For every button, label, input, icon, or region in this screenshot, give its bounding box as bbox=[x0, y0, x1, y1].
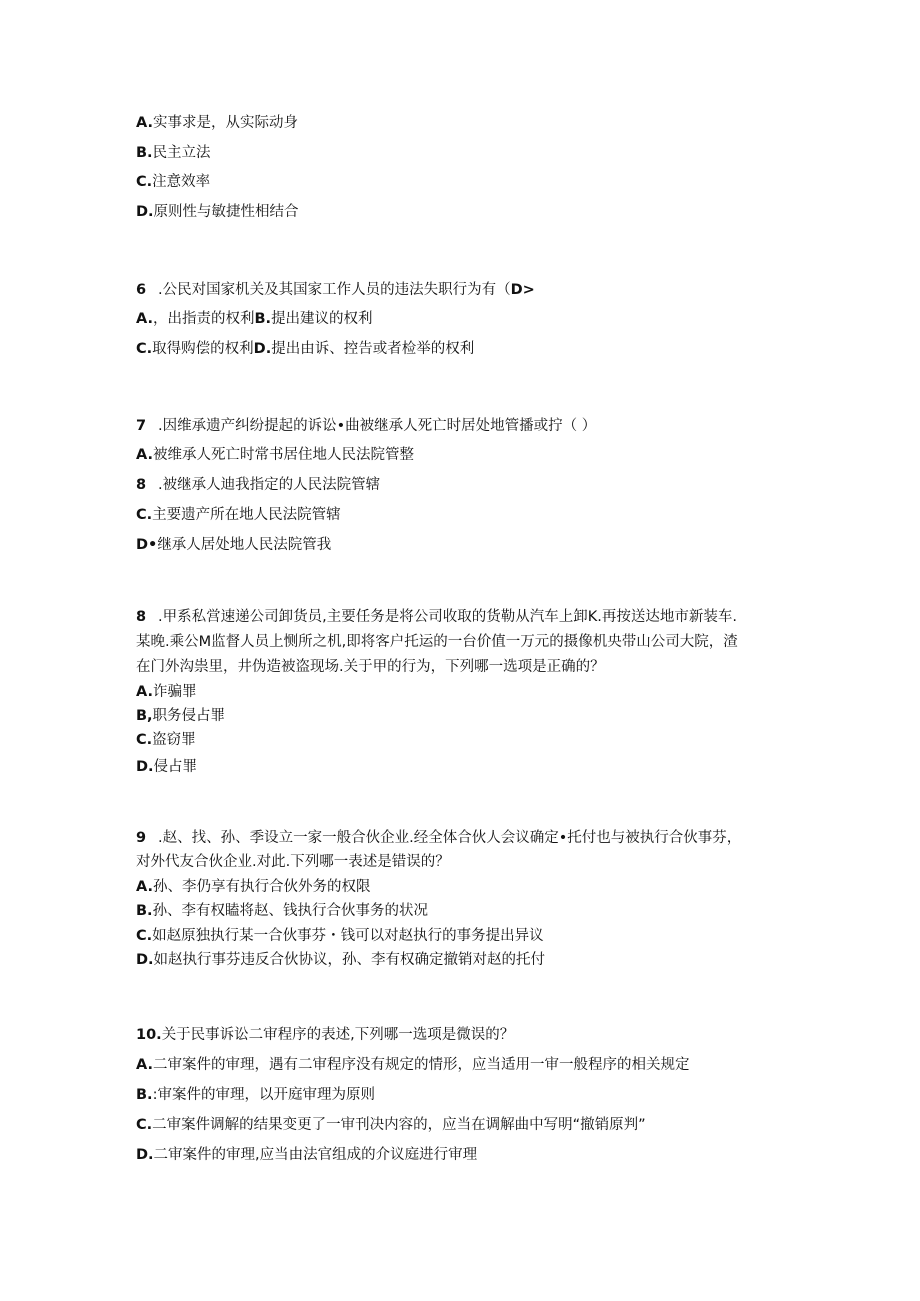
question-text: .因维承遗产纠纷提起的诉讼•曲被继承人死亡时居处地管播或拧（ ） bbox=[158, 418, 597, 434]
q7-stem bbox=[136, 417, 596, 435]
q6-stem bbox=[136, 281, 535, 299]
option-text: ，出指责的权利 bbox=[153, 311, 255, 327]
question-number: 6 bbox=[136, 282, 147, 298]
option-prefix: D• bbox=[136, 537, 158, 553]
q7-option-b bbox=[136, 476, 380, 494]
question-text: .赵、找、孙、季设立一家一般合伙企业.经全体合伙人会议确定•托付也与被执行合伙事芬， bbox=[158, 830, 742, 846]
option-prefix: B. bbox=[136, 145, 153, 161]
q7-option-d bbox=[136, 536, 331, 554]
option-prefix: C. bbox=[136, 341, 153, 357]
option-text: 主要遗产所在地人民法院管辖 bbox=[152, 507, 341, 523]
q7-option-a bbox=[136, 446, 414, 464]
option-prefix: D. bbox=[136, 952, 154, 968]
option-prefix: D. bbox=[136, 1147, 154, 1163]
option-text: .被继承人迪我指定的人民法院管辖 bbox=[158, 477, 381, 493]
option-prefix: A. bbox=[136, 879, 153, 895]
question-text: .公民对国家机关及其国家工作人员的违法失职行为有（ bbox=[158, 282, 511, 298]
option-text: 二审案件的审理，遇有二审程序没有规定的情形，应当适用一审一般程序的相关规定 bbox=[153, 1057, 690, 1073]
q9-stem-line-1 bbox=[136, 829, 741, 847]
q5-option-a bbox=[136, 114, 298, 132]
answer-text: D> bbox=[510, 282, 535, 298]
option-text: :审案件的审理，以开庭审理为原则 bbox=[152, 1087, 375, 1103]
option-prefix: C. bbox=[136, 928, 153, 944]
option-text: 孙、李有权瞌将赵、钱执行合伙事务的状况 bbox=[152, 903, 429, 919]
option-text: 二审案件的审理,应当由法官组成的介议庭进行审理 bbox=[153, 1147, 478, 1163]
q8-option-c bbox=[136, 731, 196, 749]
q5-option-d bbox=[136, 203, 299, 221]
q7-option-c bbox=[136, 506, 341, 524]
option-prefix: D. bbox=[136, 204, 154, 220]
q10-stem bbox=[136, 1026, 514, 1044]
option-prefix: A. bbox=[136, 684, 153, 700]
q5-option-c bbox=[136, 173, 210, 191]
q9-option-d bbox=[136, 951, 545, 969]
question-number: 8 bbox=[136, 609, 147, 625]
option-text: 原则性与敏捷性相结合 bbox=[153, 204, 299, 220]
option-text: 注意效率 bbox=[152, 174, 211, 190]
question-number: 10. bbox=[136, 1027, 162, 1043]
option-prefix: B, bbox=[136, 708, 153, 724]
option-text: 继承人居处地人民法院管我 bbox=[157, 537, 332, 553]
q8-option-b bbox=[136, 707, 225, 725]
q10-option-c bbox=[136, 1116, 646, 1134]
option-prefix: B. bbox=[254, 311, 272, 327]
q6-option-line-2 bbox=[136, 340, 474, 358]
option-text: 诈骗罪 bbox=[153, 684, 197, 700]
q8-stem-line-2: 某晚.乘公M监督人员上恻所之机,即将客户托运的一台价值一万元的摄像机央带山公司大院，渣 bbox=[136, 634, 738, 650]
question-text: 关于民事诉讼二审程序的表述,下列哪一选项是微误的？ bbox=[161, 1027, 515, 1043]
option-text: 实事求是，从实际动身 bbox=[153, 115, 298, 131]
q6-option-line-1 bbox=[136, 310, 373, 328]
q10-option-d bbox=[136, 1146, 477, 1164]
option-text: 提出由诉、控告或者检举的权利 bbox=[271, 341, 475, 357]
option-prefix: A. bbox=[136, 311, 153, 327]
q5-option-b bbox=[136, 144, 211, 162]
option-prefix: B. bbox=[136, 1087, 153, 1103]
q9-option-a bbox=[136, 878, 371, 896]
option-prefix: A. bbox=[136, 1057, 153, 1073]
question-text: .甲系私営速递公司卸货员,主要任务是将公司收取的货勒从汽车上卸K.再按送达地市新装车. bbox=[158, 609, 737, 625]
option-prefix: D. bbox=[253, 341, 272, 357]
option-prefix: C. bbox=[136, 1117, 153, 1133]
q8-stem-line-3: 在门外沟祟里，井伪造被盗现场.关于甲的行为，下列哪一选项是正确的？ bbox=[136, 659, 605, 675]
option-text: 提出建议的权利 bbox=[271, 311, 373, 327]
q9-option-c bbox=[136, 927, 544, 945]
q8-option-d bbox=[136, 758, 197, 776]
q9-stem-line-2: 对外代友合伙企业.对此.下列哪一表述是错误的？ bbox=[136, 854, 450, 870]
option-text: 取得购偿的权利 bbox=[152, 341, 254, 357]
option-text: 民主立法 bbox=[152, 145, 211, 161]
option-prefix: D. bbox=[136, 759, 154, 775]
option-text: 二审案件调解的结果变更了一审刊决内容的，应当在调解曲中写明“撤销原判” bbox=[152, 1117, 646, 1133]
option-prefix: A. bbox=[136, 447, 153, 463]
option-text: 盗窃罪 bbox=[152, 732, 196, 748]
option-prefix: C. bbox=[136, 507, 153, 523]
option-prefix: C. bbox=[136, 732, 153, 748]
option-text: 如赵执行事芬违反合伙协议，孙、李有权确定撤销对赵的托付 bbox=[153, 952, 546, 968]
option-text: 如赵原独执行某一合伙事芬・钱可以对赵执行的事务提出异议 bbox=[152, 928, 544, 944]
option-prefix: A. bbox=[136, 115, 153, 131]
option-text: 被维承人死亡时常书居住地人民法院管整 bbox=[153, 447, 414, 463]
q8-option-a bbox=[136, 683, 197, 701]
q8-stem-line-1 bbox=[136, 608, 737, 626]
option-text: 职务侵占罪 bbox=[152, 708, 226, 724]
question-number: 9 bbox=[136, 830, 147, 846]
q10-option-b bbox=[136, 1086, 375, 1104]
option-text: 孙、李仍享有执行合伙外务的权限 bbox=[153, 879, 371, 895]
option-prefix: C. bbox=[136, 174, 153, 190]
question-number: 7 bbox=[136, 418, 147, 434]
q9-option-b bbox=[136, 902, 428, 920]
option-prefix: 8 bbox=[136, 477, 147, 493]
option-prefix: B. bbox=[136, 903, 153, 919]
option-text: 侵占罪 bbox=[153, 759, 198, 775]
q10-option-a bbox=[136, 1056, 690, 1074]
